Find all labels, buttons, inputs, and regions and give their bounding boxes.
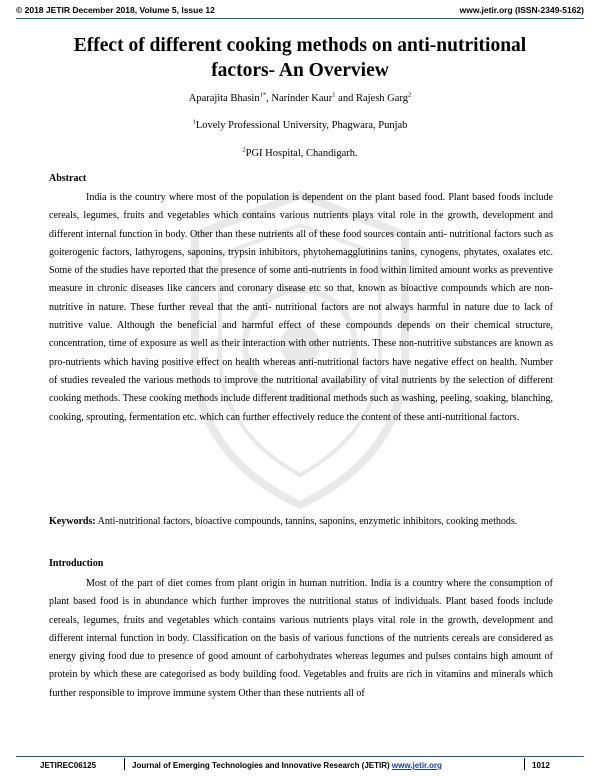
journal-name-text: Journal of Emerging Technologies and Innovative Research (JETIR)	[132, 761, 392, 770]
author-affiliation-mark: 1	[332, 91, 336, 99]
affiliation-mark: 2	[242, 146, 246, 154]
keywords	[49, 515, 553, 529]
journal-issue-info: © 2018 JETIR December 2018, Volume 5, Issue 12	[16, 5, 215, 15]
footer-divider	[524, 758, 525, 770]
affiliation	[0, 120, 600, 131]
affiliation-mark: 1	[192, 118, 196, 126]
author-name: Narinder Kaur	[271, 93, 333, 104]
abstract-heading: Abstract	[49, 173, 87, 184]
journal-link[interactable]: www.jetir.org	[391, 761, 442, 770]
author-list	[0, 93, 600, 104]
introduction-text: Most of the part of diet comes from plant origin in human nutrition. India is a country where the consumption of plant based food is in abundance which further improves the nutritional status of individuals. Plant based foods include cereals, legumes, fruits and vegetables which contains various nutrients plays vital role in the growth, development and different internal function in body. Classification on the basis of various functions of the nutrients cereals are considered as energy giving food due to presence of good amount of carbohydrates whereas legumes and pulses contains high amount of protein by which these are categorised as body building food. Vegetables and fruits are rich in vitamins and minerals which further responsible to improve immune system Other than these nutrients all of	[49, 578, 553, 699]
affiliation-text: Lovely Professional University, Phagwara, Punjab	[195, 120, 408, 131]
journal-name	[132, 761, 442, 770]
introduction-heading: Introduction	[49, 558, 104, 569]
author-separator: and	[335, 93, 356, 104]
keywords-label: Keywords:	[49, 516, 96, 527]
paper-id: JETIREC06125	[40, 761, 97, 770]
author-affiliation-mark: 1*	[259, 91, 267, 99]
affiliation	[0, 148, 600, 159]
affiliation-text: PGI Hospital, Chandigarh.	[245, 148, 358, 159]
author-name: Aparajita Bhasin	[188, 93, 260, 104]
journal-website-issn[interactable]: www.jetir.org (ISSN-2349-5162)	[459, 5, 584, 15]
page-footer	[16, 756, 584, 773]
keywords-text: Anti-nutritional factors, bioactive compounds, tannins, saponins, enzymetic inhibitors, cooking methods.	[95, 516, 518, 527]
author-affiliation-mark: 2	[407, 91, 412, 99]
page-number: 1012	[532, 761, 550, 770]
page-header	[16, 2, 584, 19]
author-separator: ,	[266, 93, 272, 104]
paper-title: Effect of different cooking methods on anti-nutritional factors- An Overview	[73, 35, 527, 81]
footer-divider	[124, 758, 125, 770]
author-name: Rajesh Garg	[355, 93, 408, 104]
abstract-text: India is the country where most of the population is dependent on the plant based food. Plant based foods include cereals, legumes, fruits and vegetables which contains various nutrients plays vital role in the growth, development and different internal function in body. Other than these nutrients all of these food sources contain anti- nutritional factors such as goiterogenic factors, lathyrogens, saponins, trypsin inhibitors, phytohemagglutinins tanins, cynogens, phytates, oxalates etc. Some of the studies have reported that the presence of some anti-nutrients in food within limited amount works as preventive measure in chronic diseases like cancers and coronary disease etc so that, known as bioactive compounds which are non-nutritive in nature. These further reveal that the anti- nutritional factors are not always harmful in nature due to lack of nutritive value. Although the beneficial and harmful effect of these compounds depends on their chemical structure, concentration, time of exposure as well as their interaction with other nutrients. These non-nutritive substances are known as pro-nutrients which having positive effect on health whereas anti-nutritional factors have negative effect on health. Number of studies revealed the various methods to improve the nutritional availability of vital nutrients by the selection of different cooking methods. These cooking methods include different traditional methods such as washing, peeling, soaking, blanching, cooking, sprouting, fermentation etc. which can further effectively reduce the content of these anti-nutritional factors.	[49, 192, 553, 423]
